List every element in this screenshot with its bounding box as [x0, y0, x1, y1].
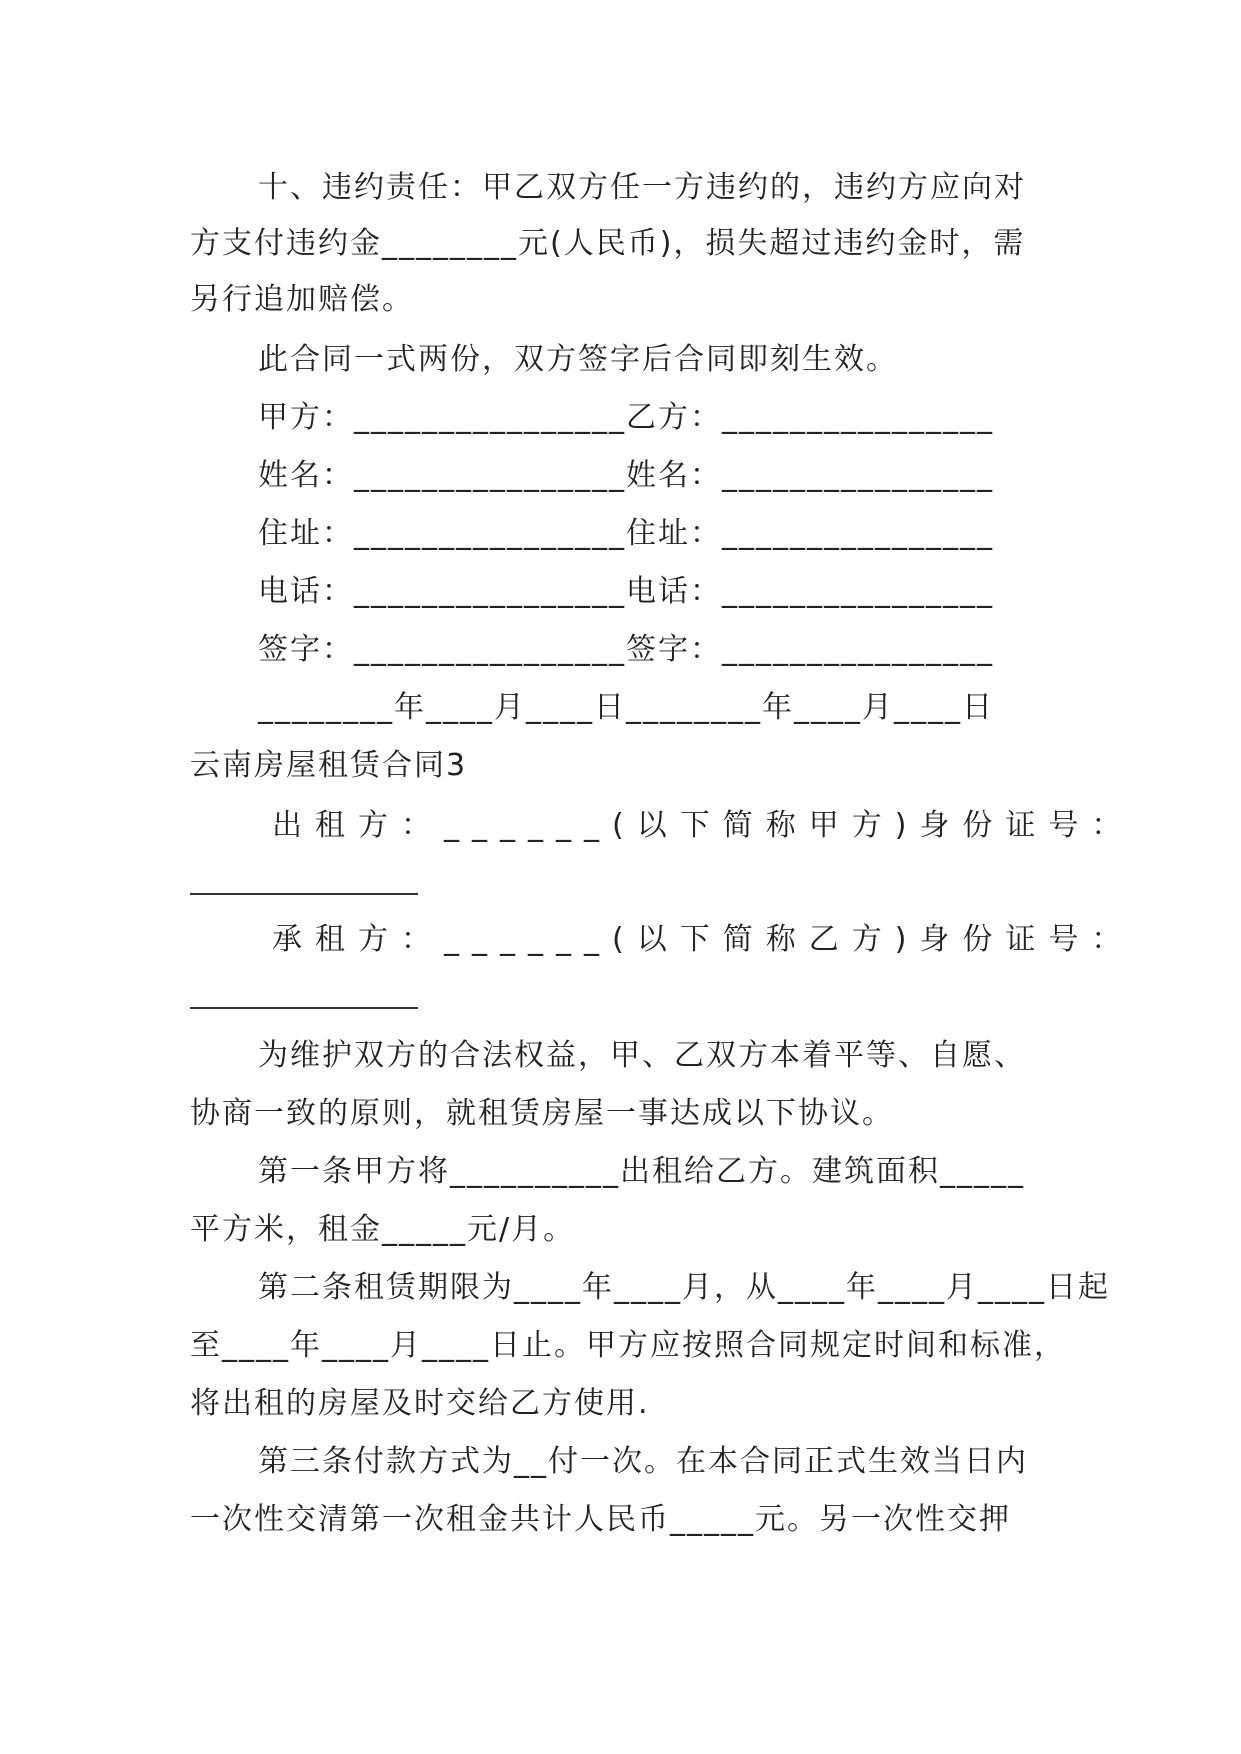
lessor-id-blank: [190, 893, 418, 895]
preamble-line-2: 协商一致的原则，就租赁房屋一事达成以下协议。: [190, 1096, 894, 1131]
lessee-id-blank: [190, 1007, 418, 1009]
contract-title: 云南房屋租赁合同3: [190, 748, 468, 783]
article-3-line-2: 一次性交清第一次租金共计人民币_____元。另一次性交押: [190, 1502, 1011, 1537]
article-3-line-1: 第三条付款方式为__付一次。在本合同正式生效当日内: [258, 1444, 1028, 1479]
article-1-line-1: 第一条甲方将__________出租给乙方。建筑面积_____: [258, 1154, 1025, 1189]
article-2-line-1: 第二条租赁期限为____年____月，从____年____月____日起: [258, 1270, 1110, 1305]
article-2-line-2: 至____年____月____日止。甲方应按照合同规定时间和标准，: [190, 1328, 1066, 1363]
signature-address-row: 住址：________________住址：________________: [258, 516, 994, 551]
article-2-line-3: 将出租的房屋及时交给乙方使用.: [190, 1386, 650, 1421]
signature-sign-row: 签字：________________签字：________________: [258, 632, 994, 667]
signature-name-row: 姓名：________________姓名：________________: [258, 458, 994, 493]
effect-statement: 此合同一式两份，双方签字后合同即刻生效。: [258, 342, 898, 377]
clause-10-line-3: 另行追加赔偿。: [190, 282, 414, 317]
signature-date-row: ________年____月____日________年____月____日: [258, 690, 994, 725]
signature-phone-row: 电话：________________电话：________________: [258, 574, 994, 609]
article-1-line-2: 平方米，租金_____元/月。: [190, 1212, 576, 1247]
lessee-line: 承租方：______(以下简称乙方)身份证号：: [272, 922, 1135, 957]
lessor-line: 出租方：______(以下简称甲方)身份证号：: [272, 808, 1135, 843]
clause-10-line-1: 十、违约责任：甲乙双方任一方违约的，违约方应向对: [258, 170, 1026, 205]
preamble-line-1: 为维护双方的合法权益，甲、乙双方本着平等、自愿、: [258, 1038, 1026, 1073]
clause-10-line-2: 方支付违约金________元(人民币)，损失超过违约金时，需: [190, 226, 1026, 261]
signature-party-row: 甲方：________________乙方：________________: [258, 400, 994, 435]
